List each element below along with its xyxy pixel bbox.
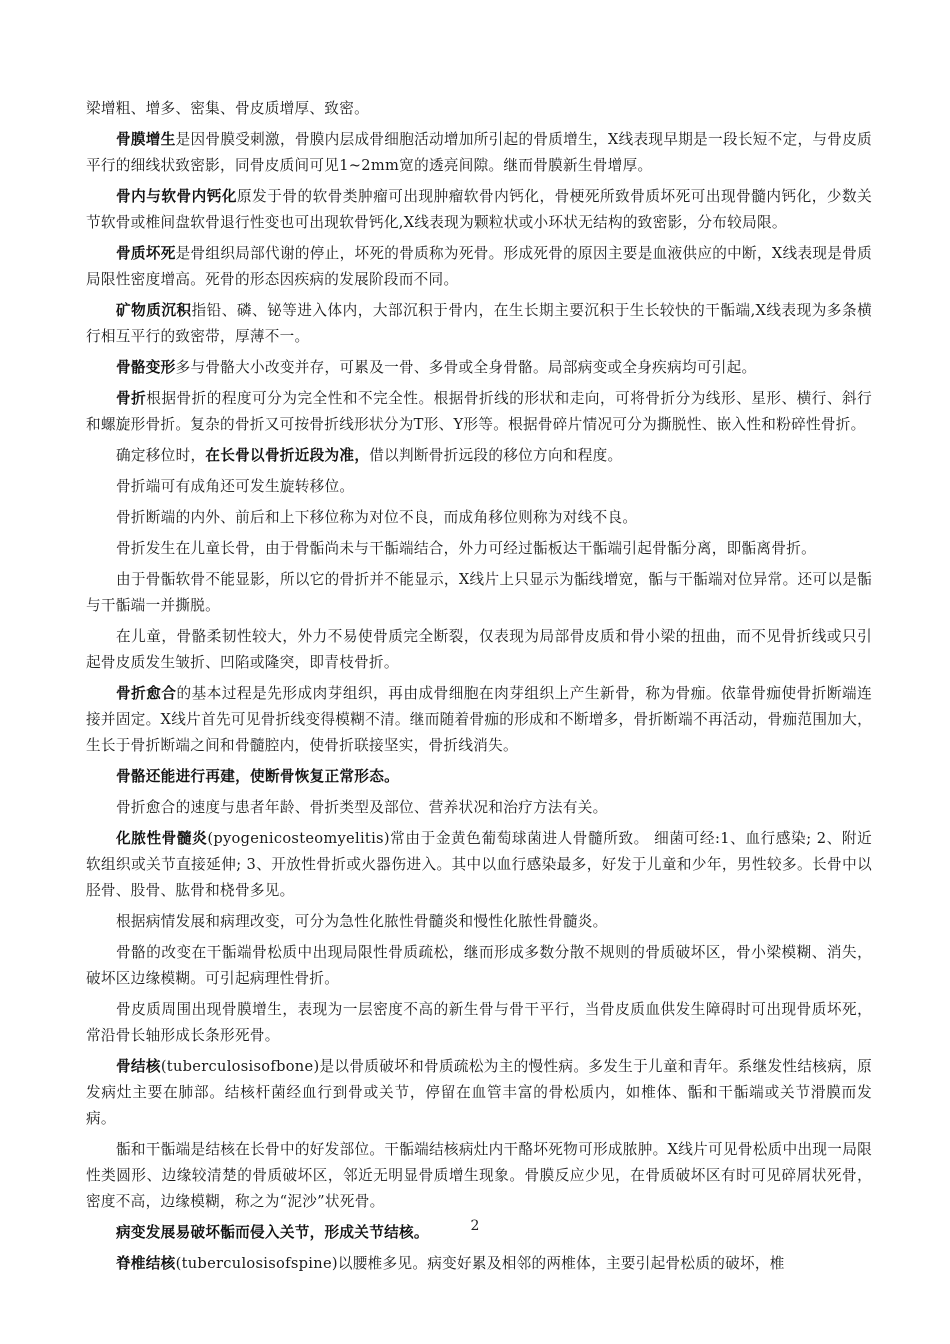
page-number: 2 xyxy=(470,1218,480,1234)
emphasized-text: 病变发展易破坏骺而侵入关节，形成关节结核。 xyxy=(116,1224,429,1241)
term-heading: 化脓性骨髓炎 xyxy=(116,830,208,847)
paragraph xyxy=(86,997,872,1049)
paragraph xyxy=(86,1251,872,1277)
paragraph xyxy=(86,184,872,236)
paragraph xyxy=(86,681,872,759)
term-heading: 矿物质沉积 xyxy=(116,302,192,319)
paragraph xyxy=(86,567,872,619)
paragraph xyxy=(86,355,872,381)
paragraph xyxy=(86,1137,872,1215)
paragraph-text: 骺和干骺端是结核在长骨中的好发部位。干骺端结核病灶内干酪坏死物可形成脓肿。X线片可见骨松质中出现一局限性类圆形、边缘较清楚的骨质破坏区，邻近无明显骨质增生现象。骨膜反应少见，在骨质破坏区有时可见碎屑状死骨，密度不高，边缘模糊，称之为“泥沙”状死骨。 xyxy=(86,1141,872,1210)
paragraph-text: 骨折发生在儿童长骨，由于骨骺尚未与干骺端结合，外力可经过骺板达干骺端引起骨骺分离，即骺离骨折。 xyxy=(116,540,817,557)
emphasized-text: 在长骨以骨折近段为准， xyxy=(205,447,370,464)
term-heading: 骨质坏死 xyxy=(116,245,176,262)
paragraph xyxy=(86,96,872,122)
term-heading: 骨结核 xyxy=(116,1058,161,1075)
paragraph xyxy=(86,909,872,935)
paragraph xyxy=(86,826,872,904)
document-body xyxy=(86,96,872,1282)
paragraph-text: 梁增粗、增多、密集、骨皮质增厚、致密。 xyxy=(86,100,369,117)
paragraph-text: 多与骨骼大小改变并存，可累及一骨、多骨或全身骨骼。局部病变或全身疾病均可引起。 xyxy=(175,359,757,376)
paragraph xyxy=(86,764,872,790)
paragraph xyxy=(86,443,872,469)
paragraph-text: 是骨组织局部代谢的停止，坏死的骨质称为死骨。形成死骨的原因主要是血液供应的中断，X线表现是骨质局限性密度增高。死骨的形态因疾病的发展阶段而不同。 xyxy=(86,245,872,288)
paragraph xyxy=(86,624,872,676)
term-heading: 骨折愈合 xyxy=(116,685,177,702)
term-heading: 骨内与软骨内钙化 xyxy=(116,188,237,205)
paragraph-text: 指铅、磷、铋等进入体内，大部沉积于骨内，在生长期主要沉积于生长较快的干骺端,X线表现为多条横行相互平行的致密带，厚薄不一。 xyxy=(86,302,872,345)
paragraph xyxy=(86,386,872,438)
paragraph-text: 骨折断端的内外、前后和上下移位称为对位不良，而成角移位则称为对线不良。 xyxy=(116,509,638,526)
paragraph xyxy=(86,536,872,562)
paragraph xyxy=(86,127,872,179)
paragraph-text: 根据病情发展和病理改变，可分为急性化脓性骨髓炎和慢性化脓性骨髓炎。 xyxy=(116,913,608,930)
paragraph-text: 骨折端可有成角还可发生旋转移位。 xyxy=(116,478,355,495)
paragraph-text: 由于骨骺软骨不能显影，所以它的骨折并不能显示，X线片上只显示为骺线增宽，骺与干骺端对位异常。还可以是骺与干骺端一并撕脱。 xyxy=(86,571,872,614)
paragraph-text: (tuberculosisofbone)是以骨质破坏和骨质疏松为主的慢性病。多发生于儿童和青年。系继发性结核病，原发病灶主要在肺部。结核杆菌经血行到骨或关节，停留在血管丰富的骨松质内，如椎体、骺和干骺端或关节滑膜而发病。 xyxy=(86,1058,873,1127)
paragraph xyxy=(86,795,872,821)
paragraph-text: 的基本过程是先形成肉芽组织，再由成骨细胞在肉芽组织上产生新骨，称为骨痂。依靠骨痂使骨折断端连接并固定。X线片首先可见骨折线变得模糊不清。继而随着骨痂的形成和不断增多，骨折断端不再活动，骨痂范围加大，生长于骨折断端之间和骨髓腔内，使骨折联接坚实，骨折线消失。 xyxy=(86,685,872,754)
paragraph-text: (pyogenicosteomyelitis)常由于金黄色葡萄球菌进人骨髓所致。 细菌可经:1、血行感染; 2、附近软组织或关节直接延伸; 3、开放性骨折或火器伤进入。其中以血行感染最多，好发于儿童和少年，男性较多。长骨中以胫骨、股骨、肱骨和桡骨多见。 xyxy=(86,830,872,899)
paragraph-text: 是因骨膜受刺激，骨膜内层成骨细胞活动增加所引起的骨质增生，X线表现早期是一段长短不定，与骨皮质平行的细线状致密影，同骨皮质间可见1~2mm宽的透亮间隙。继而骨膜新生骨增厚。 xyxy=(86,131,872,174)
paragraph xyxy=(86,474,872,500)
paragraph-text-continued: 借以判断骨折远段的移位方向和程度。 xyxy=(369,447,623,464)
paragraph-text: (tuberculosisofspine)以腰椎多见。病变好累及相邻的两椎体，主要引起骨松质的破坏，椎 xyxy=(175,1255,785,1272)
term-heading: 脊椎结核 xyxy=(116,1255,176,1272)
paragraph-text: 确定移位时， xyxy=(116,447,206,464)
paragraph xyxy=(86,241,872,293)
paragraph xyxy=(86,1054,872,1132)
term-heading: 骨膜增生 xyxy=(116,131,176,148)
paragraph-text: 在儿童，骨骼柔韧性较大，外力不易使骨质完全断裂，仅表现为局部骨皮质和骨小梁的扭曲，而不见骨折线或只引起骨皮质发生皱折、凹陷或隆突，即青枝骨折。 xyxy=(86,628,872,671)
emphasized-text: 骨骼还能进行再建，使断骨恢复正常形态。 xyxy=(116,768,399,785)
term-heading: 骨骼变形 xyxy=(116,359,176,376)
paragraph-text: 原发于骨的软骨类肿瘤可出现肿瘤软骨内钙化，骨梗死所致骨质坏死可出现骨髓内钙化，少数关节软骨或椎间盘软骨退行性变也可出现软骨钙化,X线表现为颗粒状或小环状无结构的致密影，分布较局限。 xyxy=(86,188,872,231)
paragraph-text: 骨骼的改变在干骺端骨松质中出现局限性骨质疏松，继而形成多数分散不规则的骨质破坏区，骨小梁模糊、消失，破坏区边缘模糊。可引起病理性骨折。 xyxy=(86,944,872,987)
paragraph-text: 骨折愈合的速度与患者年龄、骨折类型及部位、营养状况和治疗方法有关。 xyxy=(116,799,608,816)
paragraph xyxy=(86,940,872,992)
paragraph xyxy=(86,298,872,350)
paragraph-text: 根据骨折的程度可分为完全性和不完全性。根据骨折线的形状和走向，可将骨折分为线形、星形、横行、斜行和螺旋形骨折。复杂的骨折又可按骨折线形状分为T形、Y形等。根据骨碎片情况可分为撕脱性、嵌入性和粉碎性骨折。 xyxy=(86,390,872,433)
term-heading: 骨折 xyxy=(116,390,147,407)
paragraph-text: 骨皮质周围出现骨膜增生，表现为一层密度不高的新生骨与骨干平行，当骨皮质血供发生障碍时可出现骨质坏死，常沿骨长轴形成长条形死骨。 xyxy=(86,1001,872,1044)
paragraph xyxy=(86,505,872,531)
